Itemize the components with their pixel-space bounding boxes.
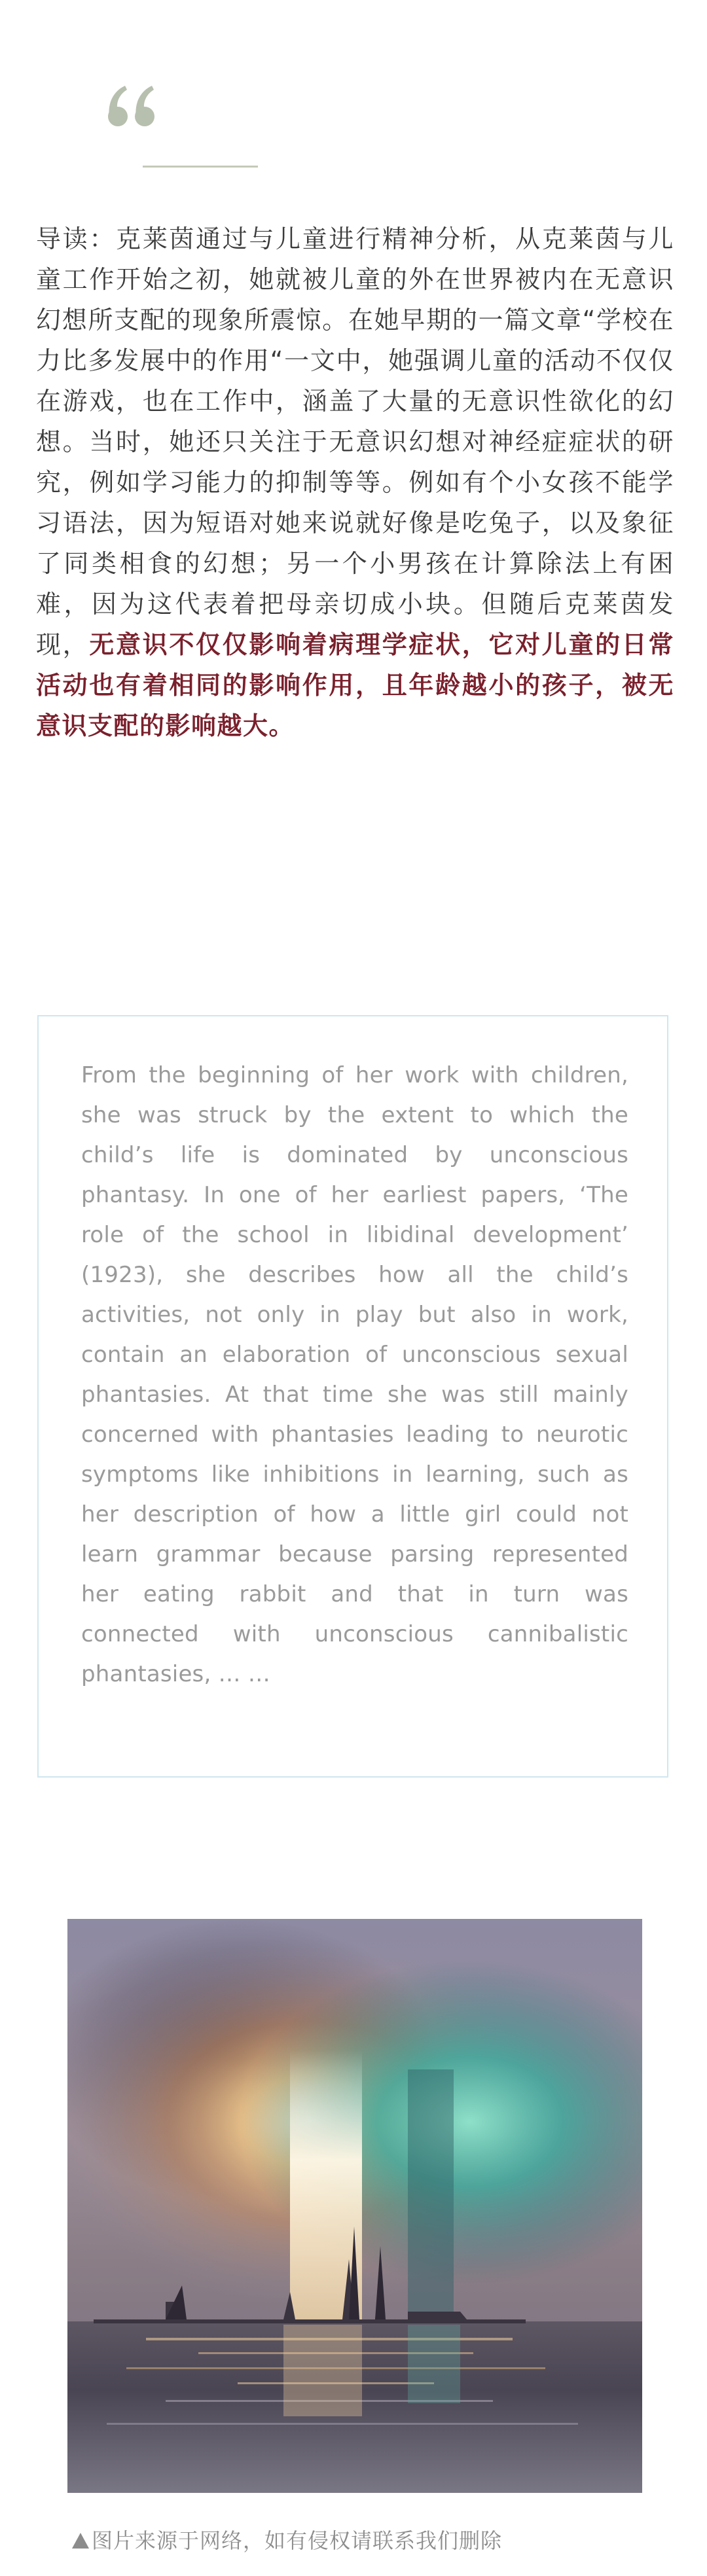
image-caption-text: 图片来源于网络，如有侵权请联系我们删除 — [92, 2528, 503, 2553]
triangle-up-icon — [72, 2533, 89, 2549]
intro-paragraph — [36, 219, 674, 746]
quote-divider — [143, 166, 258, 168]
image-caption — [72, 2528, 502, 2554]
intro-emphasis: 无意识不仅仅影响着病理学症状，它对儿童的日常活动也有着相同的影响作用，且年龄越小的孩子，被无意识支配的影响越大。 — [36, 630, 674, 740]
quote-mark-icon — [103, 79, 162, 137]
intro-text: 导读：克莱茵通过与儿童进行精神分析，从克莱茵与儿童工作开始之初，她就被儿童的外在世界被内在无意识幻想所支配的现象所震惊。在她早期的一篇文章“学校在力比多发展中的作用“一文中，她强调儿童的活动不仅仅在游戏，也在工作中，涵盖了大量的无意识性欲化的幻想。当时，她还只关注于无意识幻想对神经症症状的研究，例如学习能力的抑制等等。例如有个小女孩不能学习语法，因为短语对她来说就好像是吃兔子，以及象征了同类相食的幻想；另一个小男孩在计算除法上有困难，因为这代表着把母亲切成小块。但随后克莱茵发现， — [36, 224, 674, 659]
seascape-painting-image — [67, 1919, 642, 2493]
english-quote-text: From the beginning of her work with children, she was struck by the extent to which the child’s life is dominated by unconscious phantasy. In one of her earliest papers, ‘The role of the school in libidinal development’ (1923), she describes how all the child’s activities, not only in play but also in work, contain an elaboration of unconscious sexual phantasies. At that time she was still mainly concerned with phantasies leading to neurotic symptoms like inhibitions in learning, such as her description of how a little girl could not learn grammar because parsing represented her eating rabbit and that in turn was connected with unconscious cannibalistic phantasies, … … — [81, 1062, 628, 1687]
